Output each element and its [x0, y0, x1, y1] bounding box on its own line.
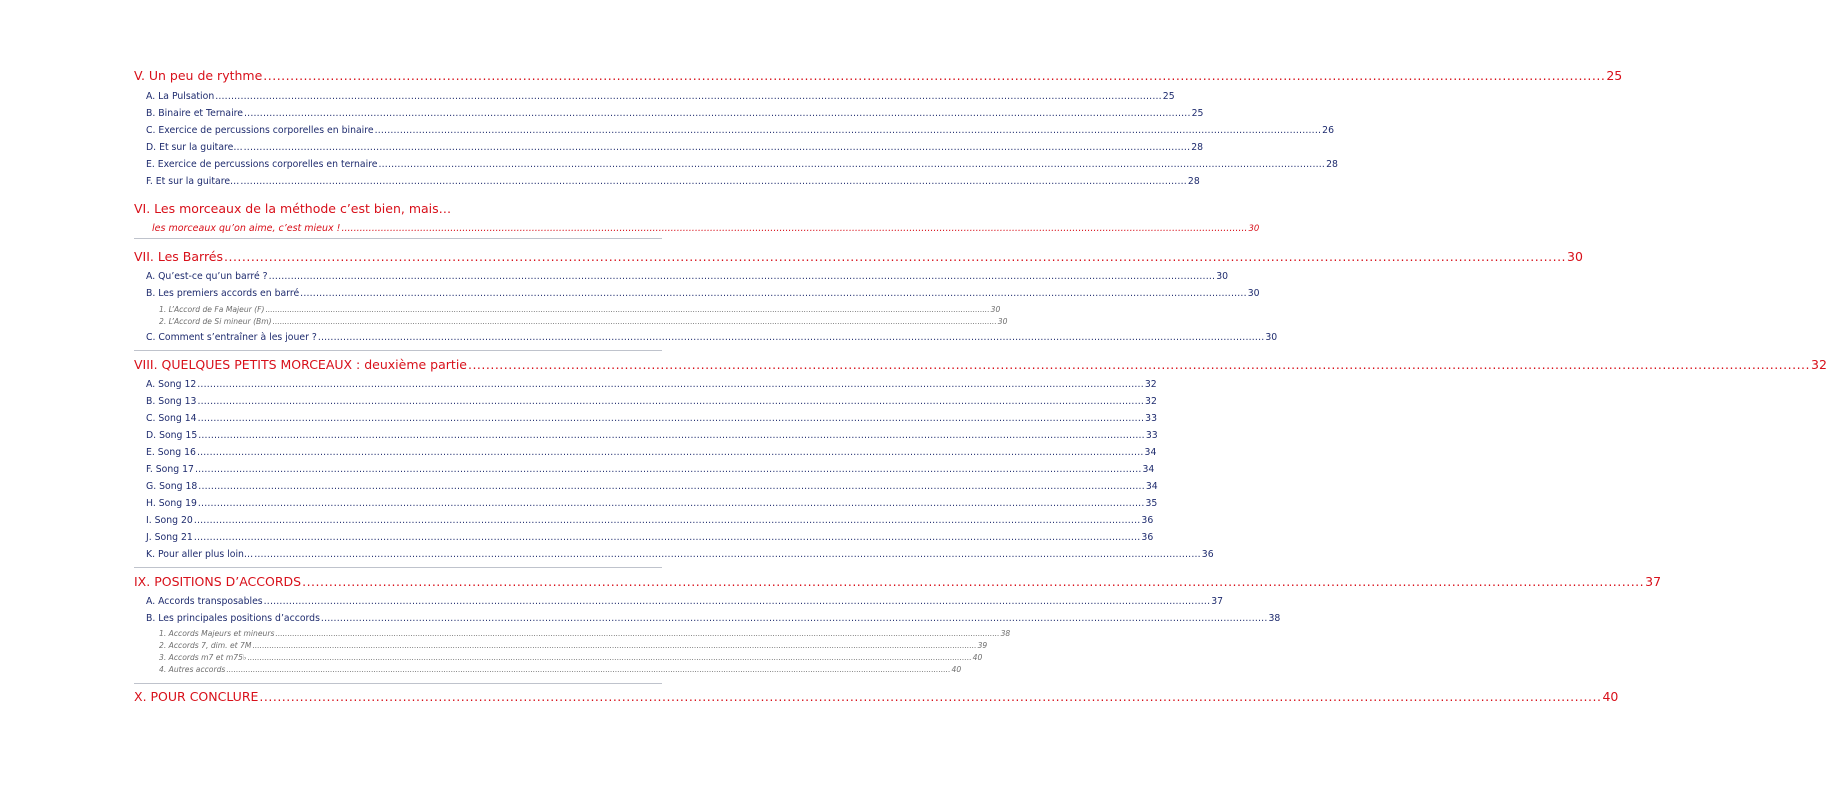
toc-item-title: F. Et sur la guitare… — [146, 176, 240, 187]
toc-subitem-title: 2. Accords 7, dim. et 7M — [159, 641, 252, 650]
toc-section-7 — [134, 249, 1583, 264]
toc-dot-leader: ............................................................................................................................................................................................................................................................................................................ — [300, 288, 1247, 299]
toc-item-title: D. Et sur la guitare… — [146, 142, 243, 153]
toc-subitem-title: 3. Accords m7 et m75♭ — [159, 653, 247, 662]
toc-page-number: 26 — [1322, 125, 1334, 136]
toc-item — [146, 379, 1157, 390]
toc-item-title: C. Comment s’entraîner à les jouer ? — [146, 332, 317, 343]
toc-page-number: 25 — [1162, 91, 1175, 102]
toc-dot-leader: ............................................................................................................................................................................................................................................................................................................ — [194, 464, 1142, 475]
toc-dot-leader: ............................................................................................................................................................................................................................................................................................................ — [275, 629, 1000, 638]
toc-item-title: A. Song 12 — [146, 379, 197, 390]
toc-section-title: VIII. QUELQUES PETITS MORCEAUX : deuxième partie — [134, 357, 467, 372]
toc-page-number: 30 — [997, 317, 1008, 326]
toc-page-number: 38 — [1000, 629, 1011, 638]
toc-dot-leader: ............................................................................................................................................................................................................................................................................................................ — [243, 142, 1191, 153]
toc-section-6-subtitle — [152, 223, 1260, 234]
toc-page-number: 30 — [1248, 224, 1260, 234]
toc-item-title: I. Song 20 — [146, 515, 193, 526]
toc-subitem — [159, 629, 1011, 638]
toc-dot-leader: ............................................................................................................................................................................................................................................................................................................ — [259, 689, 1602, 704]
toc-dot-leader: ............................................................................................................................................................................................................................................................................................................ — [197, 413, 1145, 424]
toc-subitem — [159, 317, 1008, 326]
toc-item-title: A. La Pulsation — [146, 91, 215, 102]
toc-dot-leader: ............................................................................................................................................................................................................................................................................................................ — [317, 332, 1265, 343]
toc-section-title: VI. Les morceaux de la méthode c’est bien, mais… — [134, 201, 452, 216]
toc-item-title: B. Les premiers accords en barré — [146, 288, 300, 299]
toc-page-number: 33 — [1145, 430, 1158, 441]
toc-item-title: B. Song 13 — [146, 396, 197, 407]
toc-page-number: 40 — [951, 665, 962, 674]
toc-item — [146, 332, 1278, 343]
toc-subitem — [159, 653, 983, 662]
toc-page-number: 36 — [1141, 515, 1154, 526]
toc-item — [146, 176, 1200, 187]
toc-section-title: X. POUR CONCLURE — [134, 689, 259, 704]
toc-dot-leader: ............................................................................................................................................................................................................................................................................................................ — [252, 641, 977, 650]
toc-page-number: 37 — [1211, 596, 1224, 607]
toc-page-number: 34 — [1142, 464, 1155, 475]
toc-subitem — [159, 305, 1001, 314]
toc-item — [146, 498, 1158, 509]
toc-item — [146, 159, 1338, 170]
toc-dot-leader: ............................................................................................................................................................................................................................................................................................................ — [265, 305, 990, 314]
toc-section-title: V. Un peu de rythme — [134, 68, 263, 83]
toc-item-title: E. Song 16 — [146, 447, 196, 458]
toc-subitem-title: 1. Accords Majeurs et mineurs — [159, 629, 275, 638]
toc-item — [146, 447, 1157, 458]
toc-item — [146, 613, 1281, 624]
toc-dot-leader: ............................................................................................................................................................................................................................................................................................................ — [320, 613, 1268, 624]
toc-page-number: 40 — [972, 653, 983, 662]
toc-section-6 — [134, 201, 451, 216]
toc-item — [146, 142, 1204, 153]
toc-item — [146, 549, 1214, 560]
toc-page-number: 28 — [1326, 159, 1338, 170]
toc-item — [146, 430, 1158, 441]
toc-page-number: 36 — [1201, 549, 1214, 560]
toc-section-5 — [134, 68, 1623, 83]
toc-dot-leader: ............................................................................................................................................................................................................................................................................................................ — [263, 596, 1211, 607]
toc-page-number: 30 — [1265, 332, 1278, 343]
toc-subitem-title: 2. L’Accord de Si mineur (Bm) — [159, 317, 272, 326]
toc-item-title: A. Qu’est-ce qu’un barré ? — [146, 271, 268, 282]
toc-dot-leader: ............................................................................................................................................................................................................................................................................................................ — [215, 91, 1162, 102]
toc-dot-leader: ............................................................................................................................................................................................................................................................................................................ — [374, 125, 1322, 136]
toc-page-number: 25 — [1606, 68, 1623, 83]
toc-page-number: 28 — [1187, 176, 1200, 187]
toc-item-title: B. Les principales positions d’accords — [146, 613, 320, 624]
toc-item — [146, 288, 1260, 299]
toc-item — [146, 91, 1175, 102]
toc-item-title: J. Song 21 — [146, 532, 193, 543]
toc-dot-leader: ............................................................................................................................................................................................................................................................................................................ — [196, 447, 1144, 458]
toc-item — [146, 108, 1204, 119]
toc-page-number: 30 — [990, 305, 1001, 314]
toc-page-number: 40 — [1602, 689, 1619, 704]
toc-item — [146, 396, 1157, 407]
toc-dot-leader: ............................................................................................................................................................................................................................................................................................................ — [197, 379, 1144, 390]
toc-dot-leader: ............................................................................................................................................................................................................................................................................................................ — [247, 653, 972, 662]
section-divider — [134, 567, 662, 568]
toc-subitem-title: 1. L’Accord de Fa Majeur (F) — [159, 305, 265, 314]
toc-page-number: 25 — [1191, 108, 1204, 119]
toc-item-title: F. Song 17 — [146, 464, 194, 475]
toc-page-number: 36 — [1141, 532, 1154, 543]
toc-page-number: 30 — [1567, 249, 1583, 264]
toc-dot-leader: ............................................................................................................................................................................................................................................................................................................ — [197, 498, 1145, 509]
toc-item-title: A. Accords transposables — [146, 596, 263, 607]
toc-section-title: IX. POSITIONS D’ACCORDS — [134, 574, 302, 589]
toc-item-title: D. Song 15 — [146, 430, 198, 441]
toc-dot-leader: ............................................................................................................................................................................................................................................................................................................ — [198, 481, 1145, 492]
toc-dot-leader: ............................................................................................................................................................................................................................................................................................................ — [263, 68, 1606, 83]
toc-item-title: C. Exercice de percussions corporelles en binaire — [146, 125, 374, 136]
toc-page-number: 37 — [1645, 574, 1662, 589]
toc-dot-leader: ............................................................................................................................................................................................................................................................................................................ — [302, 574, 1645, 589]
toc-dot-leader: ............................................................................................................................................................................................................................................................................................................ — [224, 249, 1567, 264]
section-divider — [134, 683, 662, 684]
section-divider — [134, 350, 662, 351]
toc-item — [146, 464, 1155, 475]
toc-item — [146, 532, 1154, 543]
toc-item-title: C. Song 14 — [146, 413, 197, 424]
toc-dot-leader: ............................................................................................................................................................................................................................................................................................................ — [226, 665, 951, 674]
toc-page-number: 30 — [1247, 288, 1260, 299]
toc-item-title: G. Song 18 — [146, 481, 198, 492]
toc-page-number: 38 — [1268, 613, 1281, 624]
toc-dot-leader: ............................................................................................................................................................................................................................................................................................................ — [193, 532, 1141, 543]
toc-dot-leader: ............................................................................................................................................................................................................................................................................................................ — [193, 515, 1141, 526]
toc-item — [146, 596, 1224, 607]
toc-item-title: H. Song 19 — [146, 498, 197, 509]
toc-page-number: 32 — [1811, 357, 1827, 372]
toc-page-number: 30 — [1216, 271, 1229, 282]
toc-dot-leader: ............................................................................................................................................................................................................................................................................................................ — [272, 317, 997, 326]
toc-item-title: B. Binaire et Ternaire — [146, 108, 244, 119]
toc-dot-leader: ............................................................................................................................................................................................................................................................................................................ — [268, 271, 1216, 282]
toc-item — [146, 271, 1229, 282]
toc-dot-leader: ............................................................................................................................................................................................................................................................................................................ — [341, 223, 1248, 234]
toc-dot-leader: ............................................................................................................................................................................................................................................................................................................ — [198, 430, 1145, 441]
toc-item — [146, 481, 1158, 492]
toc-dot-leader: ............................................................................................................................................................................................................................................................................................................ — [244, 108, 1191, 119]
toc-item — [146, 413, 1157, 424]
toc-page-number: 32 — [1145, 396, 1157, 407]
toc-section-10 — [134, 689, 1619, 704]
section-divider — [134, 238, 662, 239]
toc-page-number: 35 — [1145, 498, 1158, 509]
toc-page-number: 28 — [1191, 142, 1204, 153]
toc-page-number: 34 — [1145, 481, 1158, 492]
toc-subitem — [159, 641, 988, 650]
toc-section-title: VII. Les Barrés — [134, 249, 224, 264]
toc-section-subtitle: les morceaux qu’on aime, c’est mieux ! — [152, 223, 341, 234]
toc-page-number: 33 — [1145, 413, 1157, 424]
toc-page-number: 32 — [1144, 379, 1157, 390]
toc-subitem — [159, 665, 962, 674]
toc-item — [146, 125, 1334, 136]
toc-dot-leader: ............................................................................................................................................................................................................................................................................................................ — [197, 396, 1145, 407]
toc-dot-leader: ............................................................................................................................................................................................................................................................................................................ — [254, 549, 1201, 560]
toc-page-number: 34 — [1144, 447, 1157, 458]
toc-item — [146, 515, 1154, 526]
toc-section-8 — [134, 357, 1827, 372]
toc-page-number: 39 — [977, 641, 988, 650]
toc-section-9 — [134, 574, 1662, 589]
toc-item-title: E. Exercice de percussions corporelles en ternaire — [146, 159, 378, 170]
toc-item-title: K. Pour aller plus loin… — [146, 549, 254, 560]
toc-dot-leader: ............................................................................................................................................................................................................................................................................................................ — [378, 159, 1326, 170]
toc-dot-leader: ............................................................................................................................................................................................................................................................................................................ — [240, 176, 1187, 187]
toc-dot-leader: ............................................................................................................................................................................................................................................................................................................ — [467, 357, 1811, 372]
toc-subitem-title: 4. Autres accords — [159, 665, 226, 674]
